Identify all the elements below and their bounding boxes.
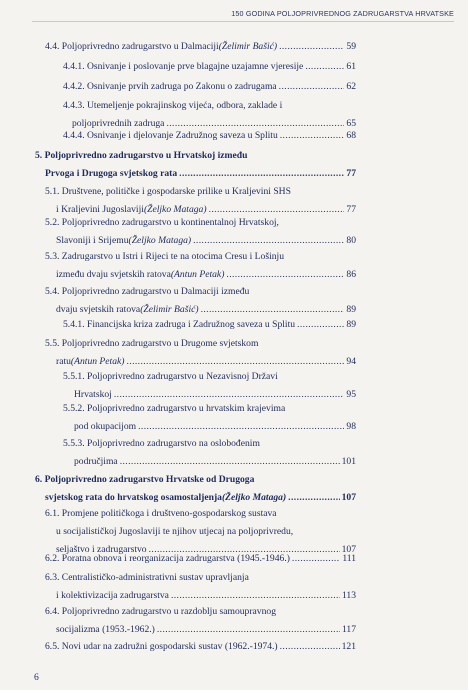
toc-entry-page: 86 xyxy=(346,269,356,280)
dot-leader xyxy=(166,118,344,130)
toc-entry-page: 77 xyxy=(346,168,356,179)
toc-entry-page: 77 xyxy=(346,204,356,215)
toc-entry-page: 98 xyxy=(346,421,356,432)
toc-entry-page: 89 xyxy=(346,304,356,315)
toc-entry-title: i Kraljevini Jugoslaviji xyxy=(56,204,144,215)
toc-entry-title: pod okupacijom xyxy=(74,421,137,432)
toc-entry-title: dvaju svjetskih ratova xyxy=(56,304,141,315)
dot-leader xyxy=(120,456,340,468)
dot-leader xyxy=(201,304,345,316)
toc-entry-page: 107 xyxy=(341,492,356,503)
toc-entry-page: 117 xyxy=(341,624,356,635)
toc-entry-title: 5.5.2. Poljoprivredno zadrugarstvo u hrvatskim krajevima xyxy=(63,403,286,414)
toc-entry-title: 5.4. Poljoprivredno zadrugarstvo u Dalmaciji između xyxy=(45,286,250,297)
dot-leader xyxy=(288,492,339,504)
toc-entry-author: (Željko Mataga) xyxy=(128,235,192,246)
toc-entry-title: Slavoniji i Srijemu xyxy=(56,235,129,246)
toc-entry-author: (Željko Mataga) xyxy=(143,204,207,215)
toc-entry-title: područjima xyxy=(74,456,118,467)
toc-entry-title: između dvaju svjetskih ratova xyxy=(56,269,171,280)
toc-entry-page: 101 xyxy=(341,456,356,467)
toc-entry-title: socijalizma (1953.-1962.) xyxy=(56,624,155,635)
toc-entry-title: Prvoga i Drugoga svjetskog rata xyxy=(45,168,178,179)
toc-entry-page: 113 xyxy=(341,590,356,601)
dot-leader xyxy=(126,356,344,368)
page-number: 6 xyxy=(34,672,39,683)
toc-entry-title: 6.1. Promjene političkoga i društveno-gospodarskog sustava xyxy=(45,508,277,519)
toc-entry-author: (Željko Mataga) xyxy=(221,492,287,503)
dot-leader xyxy=(138,421,344,433)
dot-leader xyxy=(114,389,345,401)
toc-entry-page: 65 xyxy=(346,118,356,129)
dot-leader xyxy=(226,269,344,281)
toc-entry-title: 6.4. Poljoprivredno zadrugarstvo u razdoblju samoupravnog xyxy=(45,606,276,617)
toc-entry-title: u socijalističkoj Jugoslaviji te njihov utjecaj na poljoprivredu, xyxy=(56,526,294,537)
toc-entry-page: 121 xyxy=(341,641,356,652)
toc-entry-page: 95 xyxy=(346,389,356,400)
toc-entry-title: 5.5.1. Poljoprivredno zadrugarstvo u Nezavisnoj Državi xyxy=(63,371,278,382)
running-header: 150 GODINA POLJOPRIVREDNOG ZADRUGARSTVA HRVATSKE xyxy=(231,9,454,18)
toc-entry-page: 80 xyxy=(346,235,356,246)
toc-entry-title: i kolektivizacija zadrugarstva xyxy=(56,590,169,601)
dot-leader xyxy=(280,641,340,653)
dot-leader xyxy=(209,204,345,216)
toc-entry-page: 68 xyxy=(346,130,356,141)
toc-entry-title: svjetskog rata do hrvatskog osamostaljenja xyxy=(45,492,222,503)
toc-entry-title: 4.4. Poljoprivredno zadrugarstvo u Dalmaciji xyxy=(45,41,219,52)
dot-leader xyxy=(305,61,344,73)
toc-entry-author: (Antun Petak) xyxy=(170,269,225,280)
toc-entry-title: 4.4.2. Osnivanje prvih zadruga po Zakonu o zadrugama xyxy=(63,81,277,92)
toc-entry-title: Hrvatskoj xyxy=(74,389,112,400)
toc-entry-page: 89 xyxy=(346,319,356,330)
toc-entry-title: ratu xyxy=(56,356,71,367)
toc-entry-title: 5.4.1. Financijska kriza zadruga i Zadružnog saveza u Splitu xyxy=(63,319,296,330)
dot-leader xyxy=(157,624,340,636)
toc-entry-title: 5.5. Poljoprivredno zadrugarstvo u Drugome svjetskom xyxy=(45,338,259,349)
toc-entry-title: 4.4.1. Osnivanje i poslovanje prve blagajne uzajamne vjeresije xyxy=(63,61,304,72)
toc-entry-title: 6.5. Novi udar na zadružni gospodarski sustav (1962.-1974.) xyxy=(45,641,278,652)
dot-leader xyxy=(297,319,344,331)
toc-entry-page: 62 xyxy=(346,81,356,92)
dot-leader xyxy=(193,235,344,247)
toc-entry-title: 6. Poljoprivredno zadrugarstvo Hrvatske od Drugoga xyxy=(35,474,255,485)
toc-entry-title: 6.3. Centralističko-administrativni sustav upravljanja xyxy=(45,572,249,583)
toc-entry-author: (Želimir Bašić) xyxy=(218,41,278,52)
toc-entry-page: 107 xyxy=(341,544,356,555)
toc-entry-author: (Želimir Bašić) xyxy=(140,304,199,315)
toc-entry-page: 111 xyxy=(342,553,356,564)
toc-entry-title: 4.4.3. Utemeljenje pokrajinskog vijeća, odbora, zaklade i xyxy=(63,100,283,111)
dot-leader xyxy=(171,590,340,602)
toc-entry-title: 5. Poljoprivredno zadrugarstvo u Hrvatskoj između xyxy=(35,150,248,161)
toc-entry-title: poljoprivrednih zadruga xyxy=(72,118,165,129)
toc-entry-title: 5.3. Zadrugarstvo u Istri i Rijeci te na otocima Cresu i Lošinju xyxy=(45,251,284,262)
dot-leader xyxy=(279,81,345,93)
dot-leader xyxy=(292,553,340,565)
dot-leader xyxy=(179,168,344,180)
toc-entry-title: seljaštvo i zadrugarstvo xyxy=(56,544,147,555)
toc-entry-title: 5.1. Društvene, političke i gospodarske prilike u Kraljevini SHS xyxy=(45,186,291,197)
toc-entry-page: 59 xyxy=(346,41,356,52)
toc-entry-title: 6.2. Poratna obnova i reorganizacija zadrugarstva (1945.-1946.) xyxy=(45,553,290,564)
toc-entry-author: (Antun Petak) xyxy=(70,356,125,367)
toc-entry-title: 5.2. Poljoprivredno zadrugarstvo u kontinentalnoj Hrvatskoj, xyxy=(45,217,279,228)
toc-entry-title: 5.5.3. Poljoprivredno zadrugarstvo na oslobođenim xyxy=(63,438,260,449)
header-rule xyxy=(32,21,454,22)
toc-entry-page: 94 xyxy=(346,356,356,367)
dot-leader xyxy=(279,41,344,53)
dot-leader xyxy=(280,130,345,142)
toc-entry-page: 61 xyxy=(346,61,356,72)
toc-entry-title: 4.4.4. Osnivanje i djelovanje Zadružnog saveza u Splitu xyxy=(63,130,278,141)
